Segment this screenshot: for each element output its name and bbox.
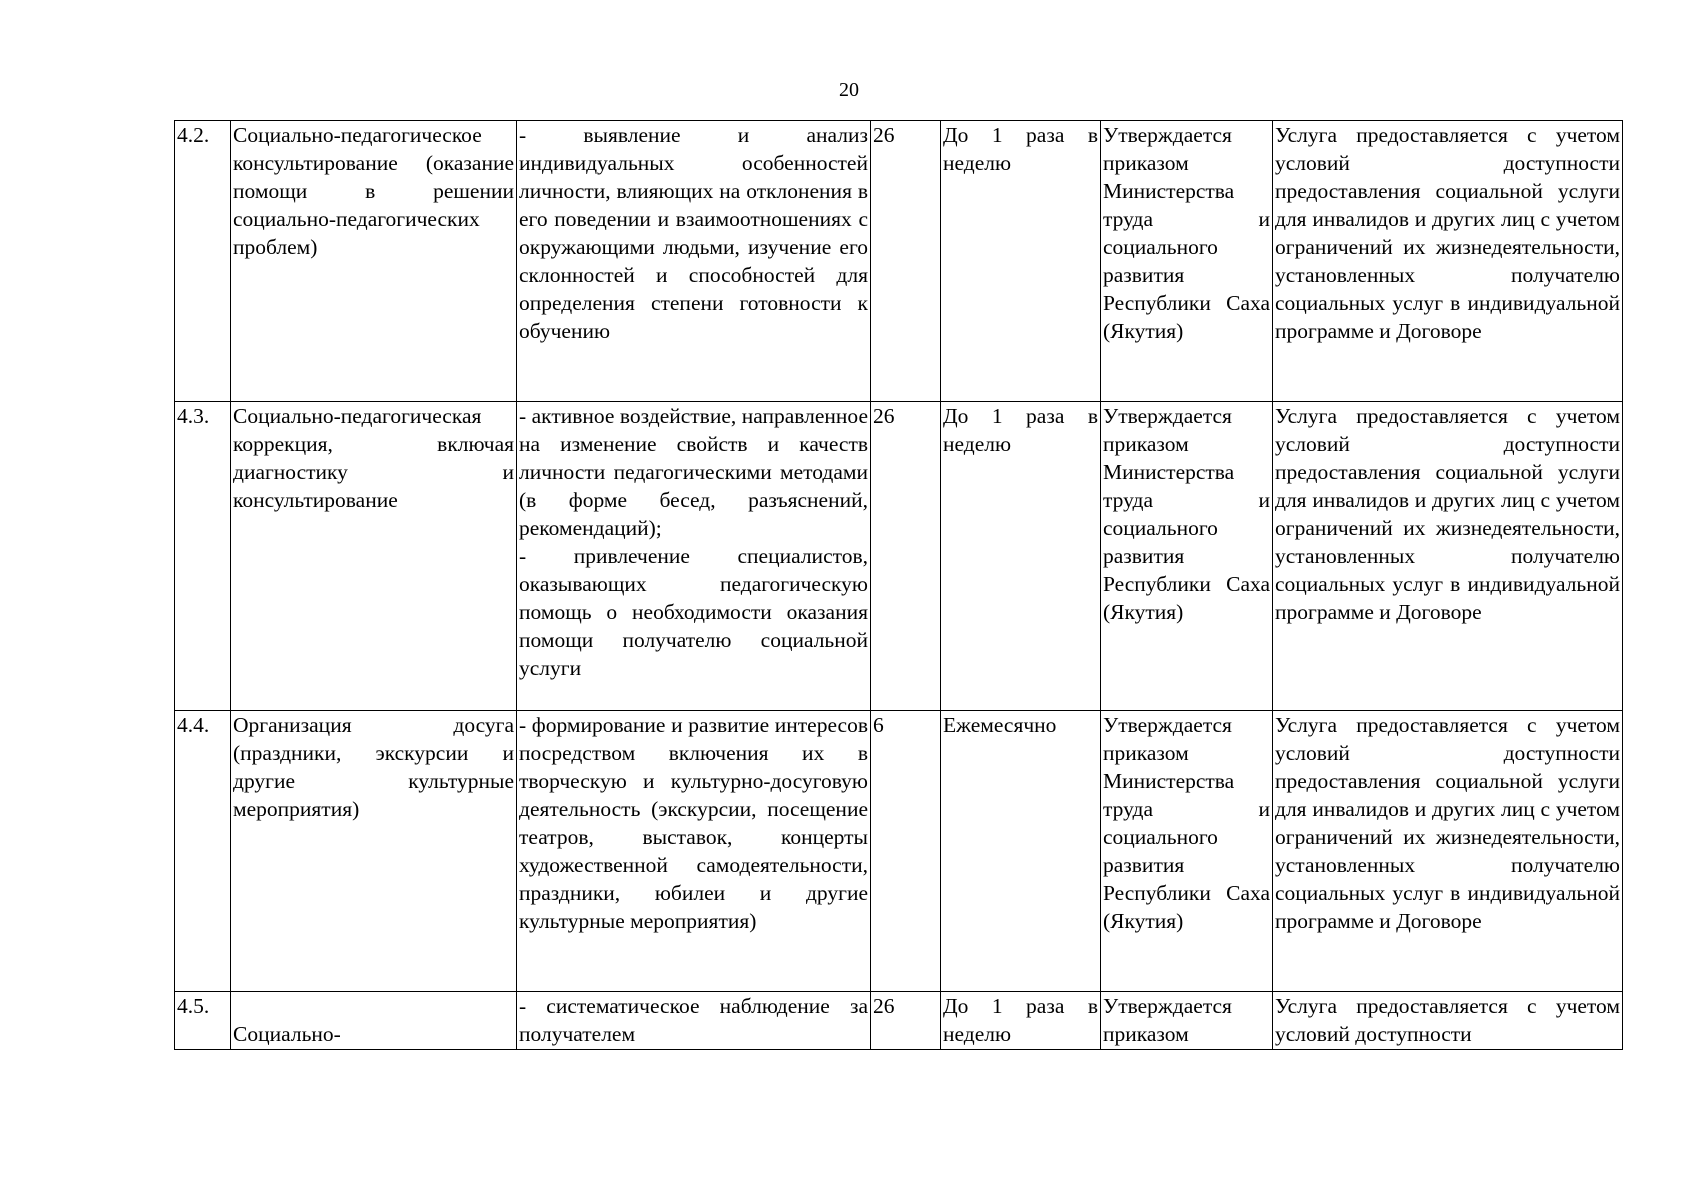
service-content: - активное воздействие, направленное на изменение свойств и качеств личности педагогическими методами (в форме бесед, разъяснений, рекомендаций); - привлечение специалистов, оказывающих педагогическую помощь о необходимости оказания помощи получателю социальной услуги	[517, 402, 871, 711]
service-standard: Утверждается приказом Министерства труда и социального развития Республики Саха (Якутия)	[1101, 121, 1273, 402]
service-volume: 26	[871, 992, 941, 1050]
service-frequency: Ежемесячно	[941, 711, 1101, 992]
service-conditions: Услуга предоставляется с учетом условий доступности	[1273, 992, 1623, 1050]
row-number: 4.4.	[175, 711, 231, 992]
service-volume: 6	[871, 711, 941, 992]
service-name: Организация досуга (праздники, экскурсии и другие культурные мероприятия)	[231, 711, 517, 992]
service-name: Социально-	[231, 992, 517, 1050]
service-frequency: До 1 раза в неделю	[941, 121, 1101, 402]
service-volume: 26	[871, 402, 941, 711]
service-standard: Утверждается приказом Министерства труда и социального развития Республики Саха (Якутия)	[1101, 711, 1273, 992]
table-row	[175, 402, 1623, 711]
page-number: 20	[839, 79, 859, 101]
service-frequency: До 1 раза в неделю	[941, 992, 1101, 1050]
service-content: - систематическое наблюдение за получателем	[517, 992, 871, 1050]
service-content: - формирование и развитие интересов посредством включения их в творческую и культурно-досуговую деятельность (экскурсии, посещение театров, выставок, концерты художественной самодеятельности, праздники, юбилеи и другие культурные мероприятия)	[517, 711, 871, 992]
service-content: - выявление и анализ индивидуальных особенностей личности, влияющих на отклонения в его поведении и взаимоотношениях с окружающими людьми, изучение его склонностей и способностей для определения степени готовности к обучению	[517, 121, 871, 402]
service-standard: Утверждается приказом	[1101, 992, 1273, 1050]
table-row	[175, 992, 1623, 1050]
services-table	[174, 120, 1623, 1050]
service-volume: 26	[871, 121, 941, 402]
service-conditions: Услуга предоставляется с учетом условий доступности предоставления социальной услуги для инвалидов и других лиц с учетом ограничений их жизнедеятельности, установленных получателю социальных услуг в индивидуальной программе и Договоре	[1273, 402, 1623, 711]
table-row	[175, 711, 1623, 992]
table-row	[175, 121, 1623, 402]
row-number: 4.2.	[175, 121, 231, 402]
service-name: Социально-педагогическое консультирование (оказание помощи в решении социально-педагогических проблем)	[231, 121, 517, 402]
service-conditions: Услуга предоставляется с учетом условий доступности предоставления социальной услуги для инвалидов и других лиц с учетом ограничений их жизнедеятельности, установленных получателю социальных услуг в индивидуальной программе и Договоре	[1273, 121, 1623, 402]
service-standard: Утверждается приказом Министерства труда и социального развития Республики Саха (Якутия)	[1101, 402, 1273, 711]
service-conditions: Услуга предоставляется с учетом условий доступности предоставления социальной услуги для инвалидов и других лиц с учетом ограничений их жизнедеятельности, установленных получателю социальных услуг в индивидуальной программе и Договоре	[1273, 711, 1623, 992]
row-number: 4.3.	[175, 402, 231, 711]
row-number: 4.5.	[175, 992, 231, 1050]
service-name: Социально-педагогическая коррекция, включая диагностику и консультирование	[231, 402, 517, 711]
service-frequency: До 1 раза в неделю	[941, 402, 1101, 711]
